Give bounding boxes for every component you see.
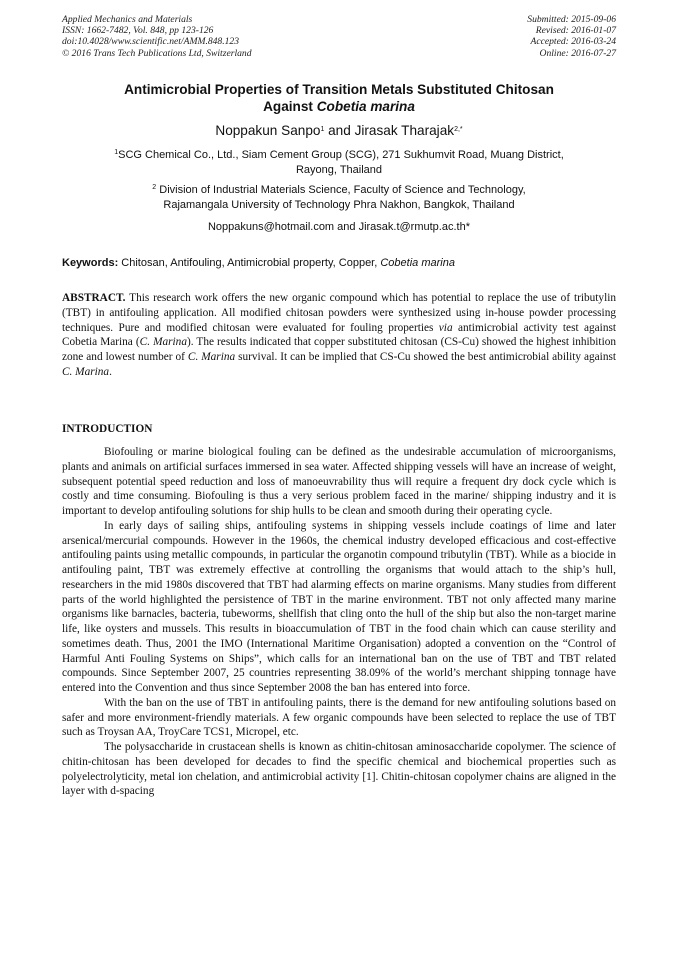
abstract-italic-2: C. Marina xyxy=(139,336,187,349)
affiliation-2-mark: 2 xyxy=(152,184,157,191)
publication-dates-block xyxy=(527,14,616,59)
affiliation-2-line-2: Rajamangala University of Technology Phra Nakhon, Bangkok, Thailand xyxy=(163,199,515,211)
submitted-date: Submitted: 2015-09-06 xyxy=(527,14,616,25)
abstract-label: ABSTRACT. xyxy=(62,292,126,304)
introduction-body xyxy=(62,445,616,799)
abstract-italic-1: via xyxy=(438,321,453,334)
keywords-line xyxy=(62,256,455,271)
intro-paragraph-1: Biofouling or marine biological fouling can be defined as the undesirable accumulation of microorganisms, plants and animals on artificial surfaces immersed in sea water. Affected shipping vessels will have an increase of weight, subsequent potential speed reduction and loss of manoeuvrability thus will require a frequent dry dock cycle which is costly and time consuming. Biofouling is thus a very serious problem faced in the marine/ shipping industry and it is important to develop antifouling solutions for ship hulls to be clean and smooth during their operating cycle. xyxy=(62,446,616,517)
author-1-affiliation-mark: 1 xyxy=(320,126,325,133)
issn-line: ISSN: 1662-7482, Vol. 848, pp 123-126 xyxy=(62,25,214,37)
abstract-text-3: ). The results indicated that copper substituted chitosan (CS-Cu) showed the highest inhibition zone and lowest number of xyxy=(62,336,617,363)
affiliation-2 xyxy=(62,183,616,213)
online-date: Online: 2016-07-27 xyxy=(539,47,616,59)
keywords-text: Chitosan, Antifouling, Antimicrobial property, Copper, xyxy=(118,257,381,269)
affiliation-1 xyxy=(62,148,616,178)
abstract-text-5: . xyxy=(109,365,112,378)
abstract-text-4: survival. It can be implied that CS-Cu showed the best antimicrobial ability against xyxy=(235,351,617,363)
title-line-1: Antimicrobial Properties of Transition Metals Substituted Chitosan xyxy=(124,82,554,97)
title-species-name: Cobetia marina xyxy=(316,99,415,114)
abstract-text-2: antimicrobial activity test against Cobetia Marina ( xyxy=(62,321,617,349)
accepted-date: Accepted: 2016-03-24 xyxy=(530,36,616,48)
paper-title xyxy=(62,81,616,115)
intro-paragraph-2: In early days of sailing ships, antifouling systems in shipping vessels include coatings of lime and later arsenical/mercurial compounds. However in the 1960s, the chemical industry developed efficacious and cost-effective antifouling paints using metallic compounds, in particular the organotin compound tributylin (TBT). While as a biocide in antifouling paint, TBT was extremely effective at controlling the organisms that would attach to the ship’s hull, researchers in the mid 1980s discovered that TBT had alarming effects on marine organisms. Many studies from different parts of the world highlighted the persistence of TBT in the marine environment. TBT not only affected many marine organisms like barnacles, bacteria, tubeworms, shellfish that cling onto the hull of the ship but also the non-target marine life, like oysters and mussels. This results in bioaccumulation of TBT in the food chain which can cause sterility and sometimes death. Thus, 2001 the IMO (International Maritime Organisation) adopted a convention on the “Control of Harmful Anti Fouling Systems on Ships”, which calls for an international ban on the use of TBT and TBT related compounds. Since September 2007, 25 countries representing 38.09% of the world’s merchant shipping tonnage have entered into the Convention and thus since September 2008 the ban has entered into force. xyxy=(62,519,616,694)
author-connector: and xyxy=(324,123,355,138)
author-2: Jirasak Tharajak xyxy=(354,123,455,138)
keywords-italic-term: Cobetia marina xyxy=(380,257,455,269)
abstract-text-1: This research work offers the new organic compound which has potential to replace the use of tributylin (TBT) in antifouling application. All modified chitosan powders were synthesized using in-house powder processing techniques. Pure and modified chitosan were evaluated for fouling properties xyxy=(62,292,616,334)
section-heading-introduction: INTRODUCTION xyxy=(62,423,153,435)
doi-line: doi:10.4028/www.scientific.net/AMM.848.123 xyxy=(62,36,240,48)
abstract xyxy=(62,291,616,380)
intro-paragraph-4: The polysaccharide in crustacean shells is known as chitin-chitosan aminosaccharide copolymer. The science of chitin-chitosan has been developed for decades to find the specific chemical and biochemical properties such as polyelectrolyticity, metal ion chelation, and antimicrobial activity [1]. Chitin-chitosan copolymer chains are aligned in the layer with d-spacing xyxy=(62,741,616,798)
journal-name: Applied Mechanics and Materials xyxy=(62,14,193,25)
journal-info-block xyxy=(62,14,252,59)
affiliation-1-line-1: SCG Chemical Co., Ltd., Siam Cement Group (SCG), 271 Sukhumvit Road, Muang District, xyxy=(118,149,564,161)
revised-date: Revised: 2016-01-07 xyxy=(535,25,616,37)
title-line-2 xyxy=(62,98,616,115)
intro-paragraph-3: With the ban on the use of TBT in antifouling paints, there is the demand for new antifouling solutions based on safer and more environment-friendly materials. A few organic compounds have been selected to replace the use of TBT such as Troysan AA, TroyCare TCS1, Micropel, etc. xyxy=(62,696,616,739)
abstract-italic-3: C. Marina xyxy=(187,351,236,363)
copyright-line: © 2016 Trans Tech Publications Ltd, Switzerland xyxy=(62,47,252,59)
author-emails: Noppakuns@hotmail.com and Jirasak.t@rmutp.ac.th* xyxy=(207,221,470,233)
title-line-2-prefix: Against xyxy=(263,99,317,114)
affiliation-1-mark: 1 xyxy=(114,149,119,156)
abstract-italic-4: C. Marina xyxy=(62,365,110,378)
author-1: Noppakun Sanpo xyxy=(215,123,321,138)
affiliation-2-line-1: Division of Industrial Materials Science, Faculty of Science and Technology, xyxy=(156,184,526,196)
affiliation-1-line-2: Rayong, Thailand xyxy=(295,164,383,176)
keywords-label: Keywords: xyxy=(62,257,119,269)
author-list xyxy=(62,122,616,139)
author-2-affiliation-mark: 2,* xyxy=(454,126,463,133)
